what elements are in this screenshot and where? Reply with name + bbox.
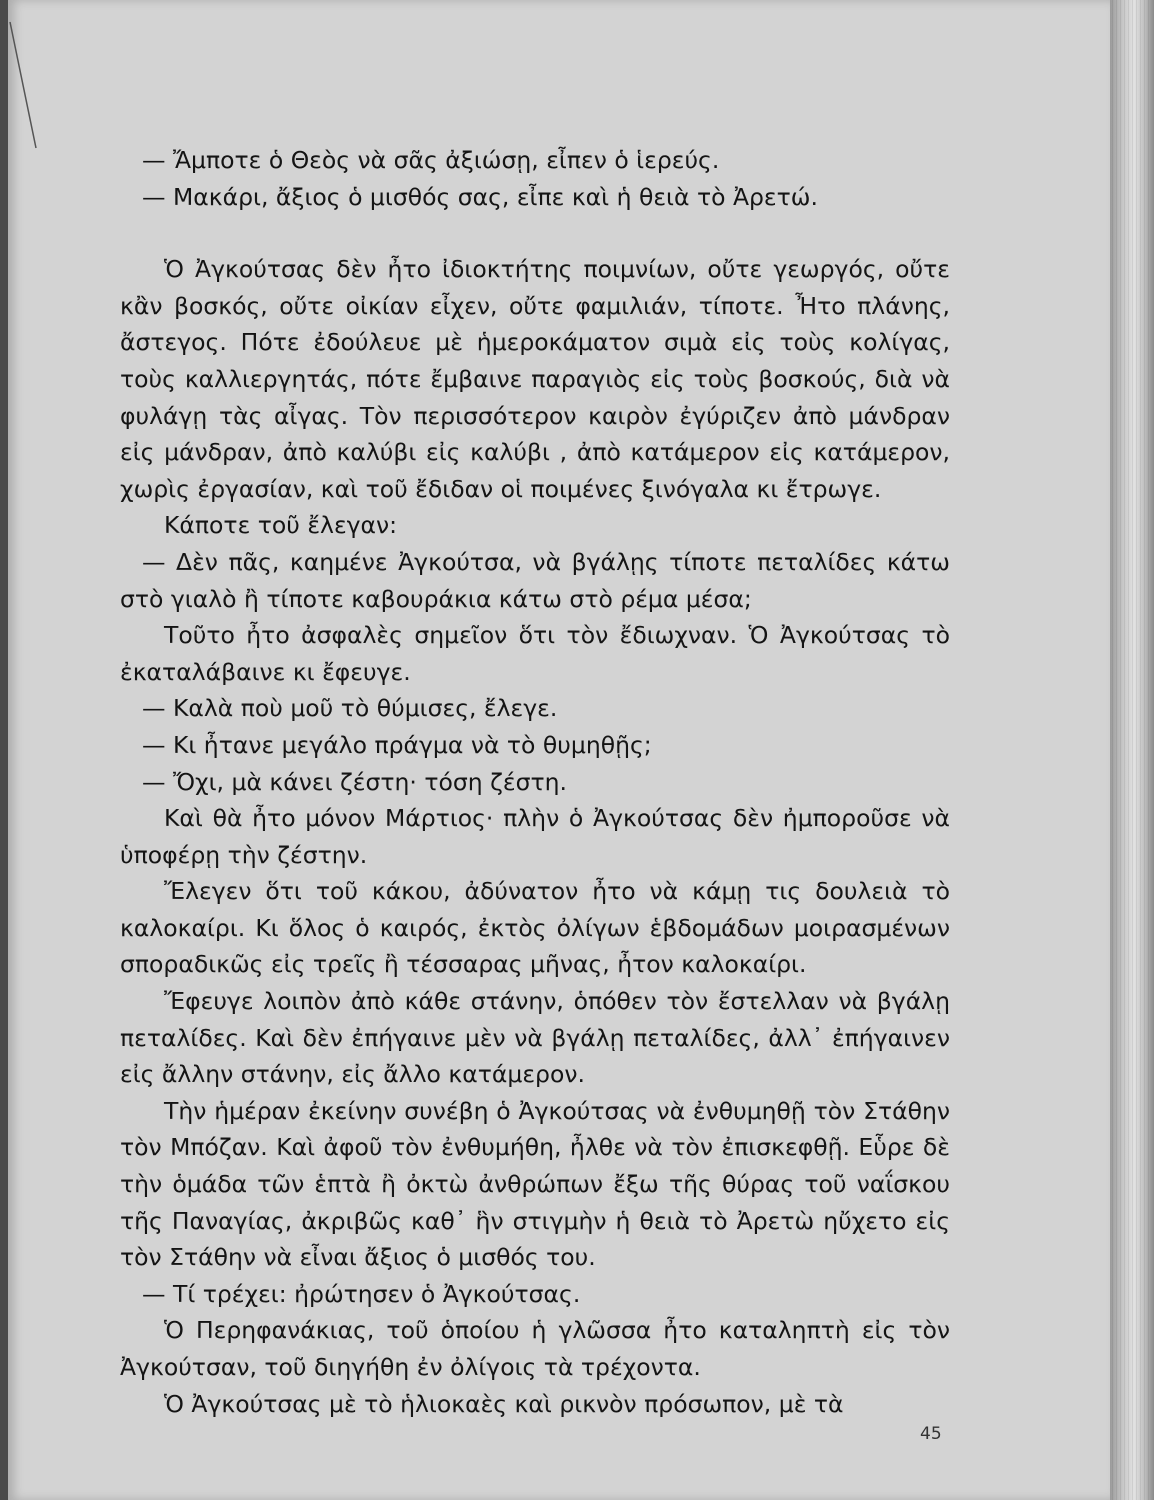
- body-text: [120, 142, 950, 1422]
- dialogue-line: — Μακάρι, ἄξιος ὁ μισθός σας, εἶπε καὶ ἡ θειὰ τὸ Ἀρετώ.: [142, 182, 818, 211]
- dialogue-line: — Τί τρέχει: ἠρώτησεν ὁ Ἀγκούτσας.: [142, 1279, 581, 1308]
- paragraph: Τὴν ἡμέραν ἐκείνην συνέβη ὁ Ἀγκούτσας νὰ ἐνθυμηθῇ τὸν Στάθην τὸν Μπόζαν. Καὶ ἀφοῦ τὸν ἐνθυμήθη, ἦλθε νὰ τὸν ἐπισκεφθῇ. Εὗρε δὲ τὴν ὁμάδα τῶν ἑπτὰ ἢ ὀκτὼ ἀνθρώπων ἔξω τῆς θύρας τοῦ ναΐσκου τῆς Παναγίας, ἀκριβῶς καθ᾽ ἣν στιγμὴν ἡ θειὰ τὸ Ἀρετὼ ηὔχετο εἰς τὸν Στάθην νὰ εἶναι ἄξιος ὁ μισθός του.: [120, 1096, 950, 1272]
- dialogue-line: — Κι ἦτανε μεγάλο πράγμα νὰ τὸ θυμηθῇς;: [142, 730, 652, 759]
- paragraph: Ὁ Ἀγκούτσας μὲ τὸ ἡλιοκαὲς καὶ ρικνὸν πρόσωπον, μὲ τὰ: [164, 1389, 844, 1418]
- paragraph: Κάποτε τοῦ ἔλεγαν:: [164, 511, 398, 540]
- dialogue-line: — Δὲν πᾶς, καημένε Ἀγκούτσα, νὰ βγάλῃς τίποτε πεταλίδες κάτω στὸ γιαλὸ ἢ τίποτε καβουράκια κάτω στὸ ρέμα μέσα;: [120, 547, 950, 613]
- dialogue-line: — Καλὰ ποὺ μοῦ τὸ θύμισες, ἔλεγε.: [142, 694, 558, 723]
- paragraph: Ὁ Ἀγκούτσας δὲν ἦτο ἰδιοκτήτης ποιμνίων, οὔτε γεωργός, οὔτε κἂν βοσκός, οὔτε οἰκίαν εἶχεν, οὔτε φαμιλιάν, τίποτε. Ἦτο πλάνης, ἄστεγος. Πότε ἐδούλευε μὲ ἡμεροκάματον σιμὰ εἰς τοὺς κολίγας, τοὺς καλλιεργητάς, πότε ἔμβαινε παραγιὸς εἰς τοὺς βοσκούς, διὰ νὰ φυλάγῃ τὰς αἶγας. Τὸν περισσότερον καιρὸν ἐγύριζεν ἀπὸ μάνδραν εἰς μάνδραν, ἀπὸ καλύβι εἰς καλύβι , ἀπὸ κατάμερον εἰς κατάμερον, χωρὶς ἐργασίαν, καὶ τοῦ ἔδιδαν οἱ ποιμένες ξινόγαλα κι ἔτρωγε.: [120, 255, 950, 503]
- paragraph: Καὶ θὰ ἦτο μόνον Μάρτιος· πλὴν ὁ Ἀγκούτσας δὲν ἠμποροῦσε νὰ ὑποφέρῃ τὴν ζέστην.: [120, 804, 950, 869]
- page-corner-crease: [8, 20, 68, 150]
- dialogue-line: — Ἄμποτε ὁ Θεὸς νὰ σᾶς ἀξιώσῃ, εἶπεν ὁ ἱερεύς.: [142, 146, 720, 174]
- paragraph: Τοῦτο ἦτο ἀσφαλὲς σημεῖον ὅτι τὸν ἔδιωχναν. Ὁ Ἀγκούτσας τὸ ἐκαταλάβαινε κι ἔφευγε.: [120, 621, 950, 686]
- paragraph: Ἔλεγεν ὅτι τοῦ κάκου, ἀδύνατον ἦτο νὰ κάμῃ τις δουλειὰ τὸ καλοκαίρι. Κι ὅλος ὁ καιρός, ἐκτὸς ὀλίγων ἑβδομάδων μοιρασμένων σποραδικῶς εἰς τρεῖς ἢ τέσσαρας μῆνας, ἦτον καλοκαίρι.: [120, 877, 950, 979]
- paragraph: Ἔφευγε λοιπὸν ἀπὸ κάθε στάνην, ὁπόθεν τὸν ἔστελλαν νὰ βγάλῃ πεταλίδες. Καὶ δὲν ἐπήγαινε μὲν νὰ βγάλῃ πεταλίδες, ἀλλ᾽ ἐπήγαινεν εἰς ἄλλην στάνην, εἰς ἄλλο κατάμερον.: [120, 987, 950, 1089]
- page-stack-lines: [1112, 0, 1152, 1500]
- paragraph: Ὁ Περηφανάκιας, τοῦ ὁποίου ἡ γλῶσσα ἦτο καταληπτὴ εἰς τὸν Ἀγκούτσαν, τοῦ διηγήθη ἐν ὀλίγοις τὰ τρέχοντα.: [120, 1316, 950, 1381]
- page-number: 45: [920, 1424, 942, 1444]
- dialogue-line: — Ὄχι, μὰ κάνει ζέστη· τόση ζέστη.: [142, 767, 568, 796]
